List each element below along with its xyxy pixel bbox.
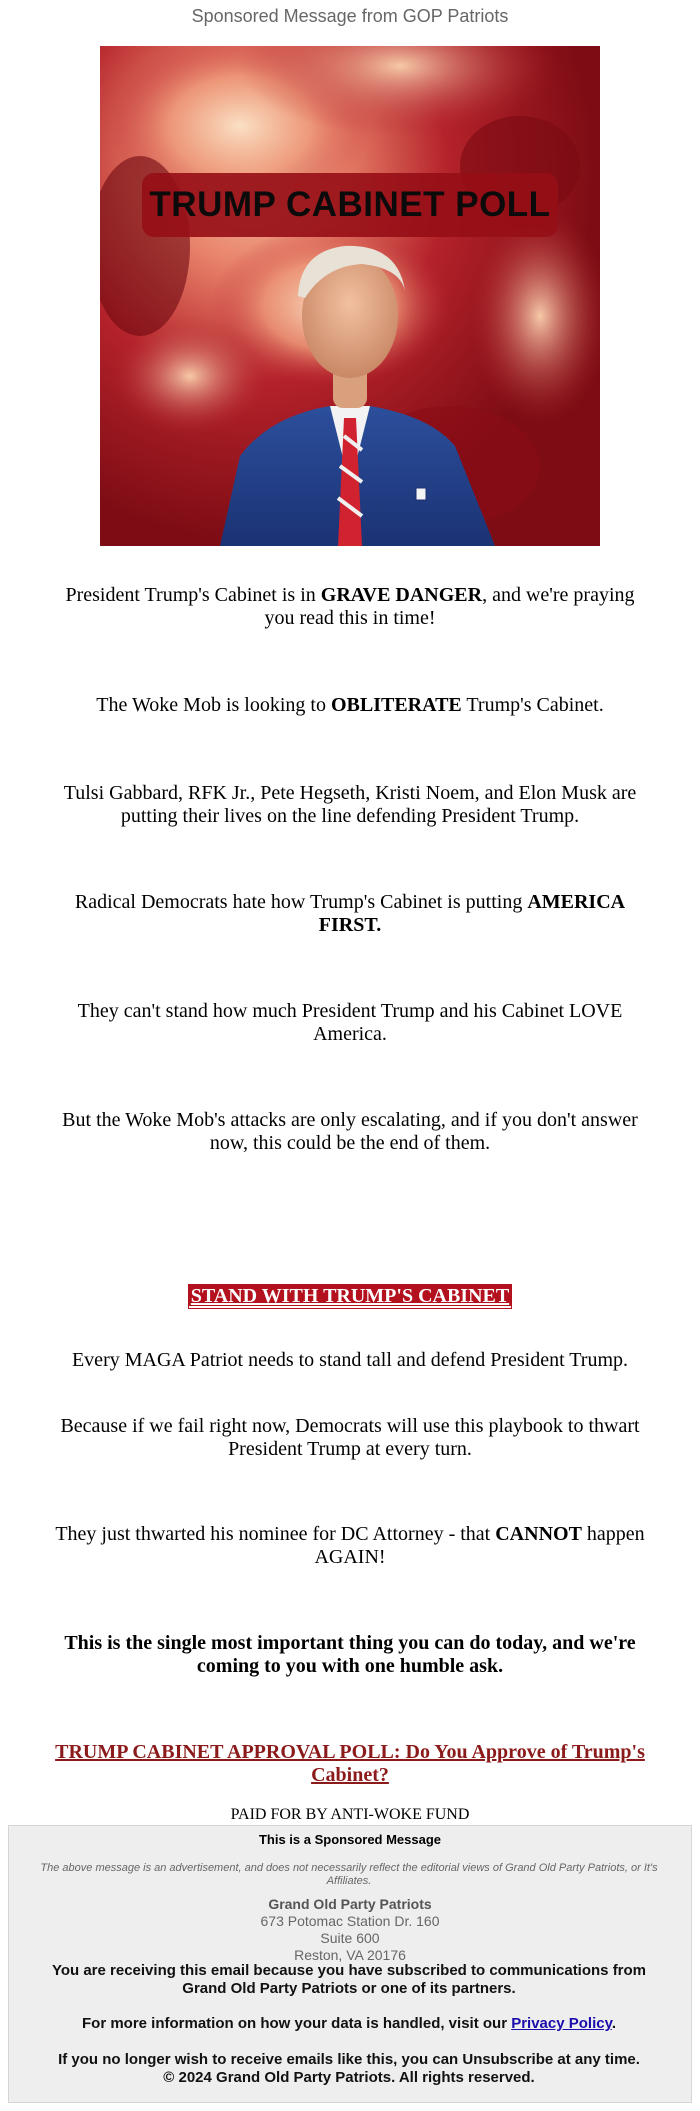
hero-banner-text: TRUMP CABINET POLL bbox=[142, 173, 558, 237]
cta-container bbox=[0, 1284, 700, 1309]
paragraph-dc-attorney: They just thwarted his nominee for DC Attorney - that CANNOT happen AGAIN! bbox=[55, 1523, 645, 1568]
paragraph-democrats-playbook: Because if we fail right now, Democrats will use this playbook to thwart President Trump at every turn. bbox=[60, 1415, 640, 1460]
footer-address-line-3: Reston, VA 20176 bbox=[294, 1947, 406, 1963]
paid-for-disclaimer: PAID FOR BY ANTI-WOKE FUND bbox=[230, 1806, 470, 1823]
footer-org-name: Grand Old Party Patriots bbox=[268, 1896, 432, 1912]
paragraph-obliterate: The Woke Mob is looking to OBLITERATE Trump's Cabinet. bbox=[96, 694, 604, 716]
footer bbox=[8, 1825, 692, 2103]
footer-disclaimer: The above message is an advertisement, and does not necessarily reflect the editorial views of Grand Old Party Patriots, or It's Affiliates. bbox=[40, 1862, 658, 1887]
footer-address-line-1: 673 Potomac Station Dr. 160 bbox=[260, 1913, 440, 1929]
paragraph-attacks-escalating: But the Woke Mob's attacks are only escalating, and if you don't answer now, this could be the end of them. bbox=[62, 1109, 638, 1154]
paragraph-love-america: They can't stand how much President Trump and his Cabinet LOVE America. bbox=[77, 1000, 623, 1045]
paragraph-maga-patriot: Every MAGA Patriot needs to stand tall and defend President Trump. bbox=[71, 1349, 629, 1371]
footer-copyright: © 2024 Grand Old Party Patriots. All rights reserved. bbox=[163, 2069, 535, 2086]
sponsored-header: Sponsored Message from GOP Patriots bbox=[191, 6, 509, 26]
privacy-policy-link[interactable]: Privacy Policy bbox=[511, 2015, 612, 2032]
paragraph-humble-ask: This is the single most important thing you can do today, and we're coming to you with one humble ask. bbox=[64, 1632, 636, 1677]
approval-poll-link[interactable]: TRUMP CABINET APPROVAL POLL: Do You Approve of Trump's Cabinet? bbox=[55, 1741, 645, 1786]
footer-address-line-2: Suite 600 bbox=[320, 1930, 380, 1946]
paragraph-cabinet-members: Tulsi Gabbard, RFK Jr., Pete Hegseth, Kristi Noem, and Elon Musk are putting their lives on the line defending President Trump. bbox=[63, 782, 637, 827]
stand-with-cabinet-button[interactable]: STAND WITH TRUMP'S CABINET bbox=[188, 1284, 512, 1309]
paragraph-grave-danger: President Trump's Cabinet is in GRAVE DANGER, and we're praying you read this in time! bbox=[65, 584, 635, 629]
footer-title: This is a Sponsored Message bbox=[258, 1832, 442, 1847]
footer-subscribed-notice: You are receiving this email because you have subscribed to communications from Grand Old Party Patriots or one of its partners. bbox=[51, 1962, 647, 1997]
footer-unsubscribe-notice: If you no longer wish to receive emails like this, you can Unsubscribe at any time. bbox=[58, 2051, 640, 2068]
hero-image[interactable] bbox=[100, 46, 600, 546]
footer-privacy-notice: For more information on how your data is handled, visit our Privacy Policy. bbox=[82, 2015, 616, 2032]
hero-illustration bbox=[100, 46, 600, 546]
paragraph-america-first: Radical Democrats hate how Trump's Cabinet is putting AMERICA FIRST. bbox=[74, 891, 626, 936]
